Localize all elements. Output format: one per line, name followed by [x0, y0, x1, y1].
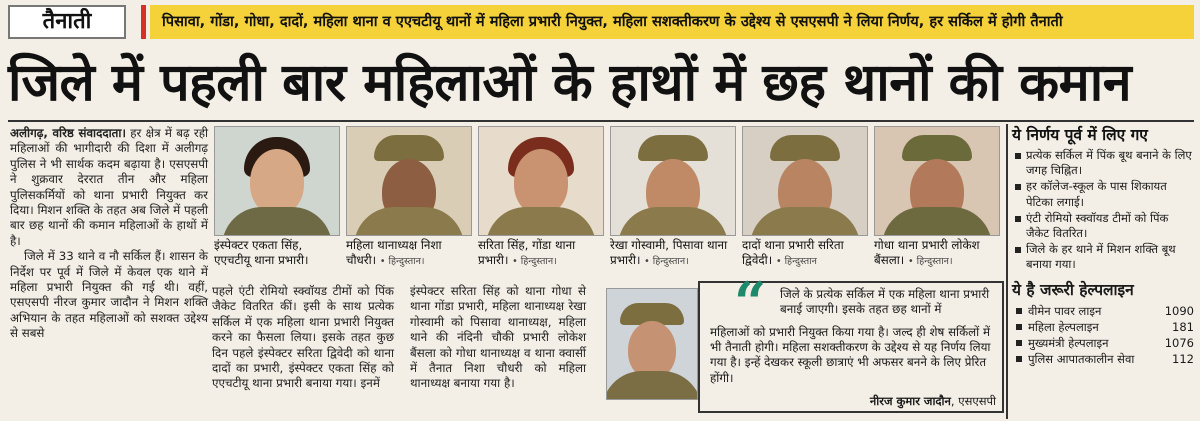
officer-photo-6: [874, 126, 1000, 236]
page-headline: जिले में पहली बार महिलाओं के हाथों में छह थानों की कमान: [8, 53, 1132, 113]
bullet-icon: [1016, 324, 1022, 330]
photo-caption-1-text: इंस्पेक्टर एकता सिंह, एएचटीयू थाना प्रभारी।: [214, 238, 309, 267]
table-row: [1012, 303, 1194, 319]
officer-photo-2: [346, 126, 472, 236]
photo-caption-6-source: • हिन्दुस्तान।: [908, 256, 953, 267]
photo-caption-6-text: गोधा थाना प्रभारी लोकेश बैंसला।: [874, 238, 980, 267]
article-column-1: [10, 126, 208, 342]
quote-mark-icon: “: [734, 270, 767, 336]
list-item: जिले के हर थाने में मिशन शक्ति बूथ बनाया गया।: [1012, 242, 1194, 272]
helpline-label: [1012, 303, 1159, 319]
section-tag: तैनाती: [8, 5, 126, 39]
officer-photo-1: [214, 126, 340, 236]
helpline-number: 181: [1172, 319, 1194, 334]
helpline-label: [1012, 335, 1159, 351]
header-strip: [0, 0, 1200, 44]
quote-line-2: महिलाओं को प्रभारी नियुक्त किया गया है। जल्द ही शेष सर्किलों में भी तैनाती होगी। महिला सशक्तीकरण के उद्देश्य से यह निर्णय लिया गया है। इन्हें देखकर स्कूली छात्राएं भी अफसर बनने के लिए प्रेरित होंगी।: [710, 325, 991, 385]
helpline-heading: ये है जरूरी हेल्पलाइन: [1012, 280, 1134, 299]
helpline-label-text: वीमेन पावर लाइन: [1028, 303, 1102, 318]
sidebar: [1012, 124, 1194, 367]
helpline-label: [1012, 351, 1159, 367]
quote-author-title: , एसएसपी: [950, 394, 996, 408]
bullet-icon: [1016, 356, 1022, 362]
table-row: [1012, 335, 1194, 351]
quote-author-name: नीरज कुमार जादौन: [869, 394, 951, 408]
strap-accent-bar: [141, 5, 146, 39]
list-item: एंटी रोमियो स्क्वॉयड टीमों को पिंक जैकेट वितरित।: [1012, 211, 1194, 241]
article-column-3: इंस्पेक्टर सरिता सिंह को थाना गोधा से थाना गोंडा प्रभारी, महिला थानाध्यक्ष रेखा गोस्वामी को पिसावा थानाध्यक्ष, महिला थाने की नंदिनी चौकी प्रभारी लोकेश बैंसला को गोधा थानाध्यक्ष व थाना क्वार्सी में तैनात निशा चौधरी को महिला थानाध्यक्ष बनाया गया है।: [410, 284, 586, 391]
helpline-label-text: पुलिस आपातकालीन सेवा: [1028, 351, 1135, 366]
strapline: पिसावा, गोंडा, गोधा, दादों, महिला थाना व एएचटीयू थानों में महिला प्रभारी नियुक्त, महिला सशक्तीकरण के उद्देश्य से एसएसपी ने लिया निर्णय, हर सर्किल में होगी तैनाती: [150, 5, 1194, 39]
helpline-label: [1012, 319, 1159, 335]
headline-divider: [8, 120, 1194, 122]
photo-caption-2-text: महिला थानाध्यक्ष निशा चौधरी।: [346, 238, 442, 267]
photo-caption-6: [874, 238, 1000, 269]
photo-caption-3: [478, 238, 604, 269]
helpline-table: [1012, 303, 1194, 367]
article-column-2: पहले एंटी रोमियो स्क्वॉयड टीमों को पिंक जैकेट वितरित कीं। इसी के साथ प्रत्येक सर्किल में एक महिला थाना प्रभारी नियुक्त करने का फैसला लिया। इसके तहत कुछ दिन पहले इंस्पेक्टर सरिता द्विवेदी को थाना दादों का प्रभारी, इंस्पेक्टर एकता सिंह को एएचटीयू थाना प्रभारी बनाया गया। इनमें: [212, 284, 394, 391]
bullet-icon: [1016, 340, 1022, 346]
officer-photo-4: [610, 126, 736, 236]
photo-caption-2-source: • हिन्दुस्तान।: [379, 256, 425, 267]
ssp-photo: [606, 288, 698, 400]
helpline-number: 1076: [1164, 335, 1194, 350]
photo-caption-5-source: • हिन्दुस्तान: [775, 256, 817, 267]
helpline-number: 1090: [1164, 303, 1194, 318]
table-row: [1012, 319, 1194, 335]
paragraph-1-text: हर क्षेत्र में बढ़ रही महिलाओं की भागीदारी की दिशा में अलीगढ़ पुलिस ने भी सार्थक कदम बढ़ाया है। एसएसपी ने शुक्रवार देररात तीन और महिला पुलिसकर्मियों को थाना प्रभारी नियुक्त कर दिया। मिशन शक्ति के तहत अब जिले में पहली बार छह थानों की कमान महिलाओं के हाथों में है।: [10, 126, 209, 248]
bullet-icon: [1016, 308, 1022, 314]
helpline-number: 112: [1172, 351, 1194, 366]
photo-caption-3-text: सरिता सिंह, गोंडा थाना प्रभारी।: [478, 238, 576, 267]
list-item: प्रत्येक सर्किल में पिंक बूथ बनाने के लिए जगह चिह्नित।: [1012, 148, 1194, 178]
dateline: अलीगढ़, वरिष्ठ संवाददाता।: [10, 126, 126, 140]
paragraph-2: जिले में 33 थाने व नौ सर्किल हैं। शासन के निर्देश पर पूर्व में जिले में केवल एक थाने में महिला प्रभारी नियुक्त की गई थी। वहीं, एसएसपी नीरज कुमार जादौन ने मिशन शक्ति अभियान के तहत महिलाओं को सशक्त उद्देश्य से सबसे: [10, 249, 208, 341]
quote-line-1: जिले के प्रत्येक सर्किल में एक महिला थाना प्रभारी बनाई जाएगी। इसके तहत छह थानों में: [780, 287, 990, 317]
photo-caption-4-source: • हिन्दुस्तान।: [644, 256, 689, 267]
sidebar-divider: [1006, 124, 1008, 419]
photo-caption-5-text: दादों थाना प्रभारी सरिता द्विवेदी।: [742, 238, 844, 267]
photo-caption-1: [214, 238, 340, 269]
quote-attribution: [870, 394, 996, 409]
officer-photo-3: [478, 126, 604, 236]
helpline-label-text: मुख्यमंत्री हेल्पलाइन: [1028, 335, 1109, 350]
list-item: हर कॉलेज-स्कूल के पास शिकायत पेटिका लगाई।: [1012, 179, 1194, 209]
photo-caption-4-text: रेखा गोस्वामी, पिसावा थाना प्रभारी।: [610, 238, 728, 267]
photo-caption-5: [742, 238, 868, 269]
decisions-list: [1012, 148, 1194, 273]
helpline-label-text: महिला हेल्पलाइन: [1028, 319, 1099, 334]
table-row: [1012, 351, 1194, 367]
officer-photo-5: [742, 126, 868, 236]
sidebar-heading: ये निर्णय पूर्व में लिए गए: [1012, 126, 1148, 144]
ssp-quote-box: [698, 270, 1004, 413]
photo-caption-2: [346, 238, 472, 269]
photo-row: [212, 126, 1002, 286]
paragraph-1: [10, 126, 208, 249]
photo-caption-4: [610, 238, 736, 269]
photo-caption-3-source: • हिन्दुस्तान।: [512, 256, 557, 267]
